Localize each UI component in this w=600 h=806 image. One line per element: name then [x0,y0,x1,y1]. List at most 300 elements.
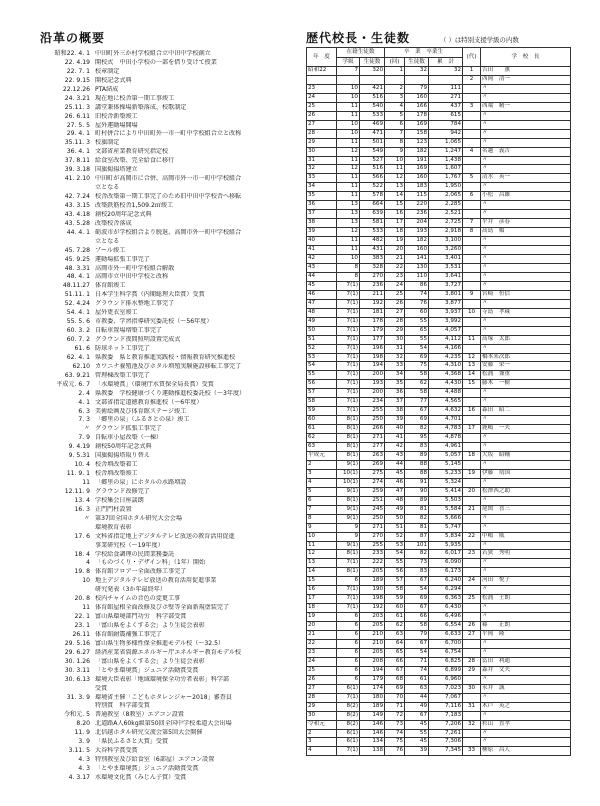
cell-students: 431 [360,246,385,255]
history-date: 29. 4. 1 [66,130,90,138]
history-text: 「とやま環境賞」ジュニア活動賞受賞 [95,765,199,772]
cell-graduates: 54 [405,586,429,595]
cell-principal: 〃 [481,344,571,353]
cell-graduates: 166 [405,102,429,111]
cell-year: 45 [307,281,337,290]
cell-classes: 11 [337,102,360,111]
history-text: 美術絵画及び体育館ステージ竣工 [95,407,187,415]
history-text: 国旗掲揚塔建立 [95,166,138,174]
cell-generation [463,317,481,326]
history-date: 42. 7.24 [64,193,90,200]
history-row [40,175,298,184]
cell-year: 4 [307,747,337,756]
history-text: 給食室改築、完全給食に移行 [95,157,175,165]
cell-students: 181 [360,308,385,317]
history-text: 体育館屋根全面改修及びホ壁等全面新規塗装完了 [95,604,230,612]
cell-term: 44 [385,460,405,469]
cell-year: 25 [307,666,337,675]
history-text: 高岡市外一町中学校組合解散 [95,264,175,272]
cell-term: 51 [385,523,405,532]
cell-principal: 柳原 昌人 [481,747,571,756]
header-graduates: 生徒数 [405,57,429,67]
cell-cumulative: 4,368 [429,371,463,380]
history-row [40,193,298,202]
cell-students: 180 [360,693,385,702]
history-row [40,229,298,238]
cell-cumulative: 4,961 [429,443,463,452]
history-text: 運動場拡張工事完了 [95,255,150,263]
cell-cumulative: 6,825 [429,657,463,666]
table-row [307,604,571,613]
cell-classes: 7(1) [337,290,360,299]
cell-graduates: 63 [405,684,429,693]
history-text: 国旗掲揚塔取り替え [95,452,150,460]
cell-principal: 〃 [481,693,571,702]
cell-classes: 11 [337,156,360,165]
history-row [40,506,298,515]
cell-cumulative: 4,235 [429,353,463,362]
table-row [307,210,571,219]
cell-cumulative: 3,801 [429,290,463,299]
cell-generation [463,156,481,165]
history-text: 屋外更衣室竣工 [95,309,138,317]
cell-graduates: 54 [405,344,429,353]
cell-graduates: 67 [405,577,429,586]
cell-classes: 7(1) [337,281,360,290]
cell-principal: 平岡 隆 [481,631,571,640]
cell-generation [463,237,481,246]
cell-graduates: 49 [405,702,429,711]
cell-principal: 〃 [481,568,571,577]
history-date: 39. 3.18 [64,166,90,174]
cell-cumulative: 3,401 [429,255,463,264]
cell-generation: 11 [463,335,481,344]
table-row [307,67,571,76]
cell-cumulative: 4,488 [429,389,463,398]
cell-graduates: 87 [405,532,429,541]
cell-cumulative: 7,023 [429,684,463,693]
cell-term: 29 [385,326,405,335]
cell-cumulative: 1,767 [429,174,463,183]
cell-year: 30 [307,711,337,720]
cell-classes: 11 [337,111,360,120]
table-row [307,407,571,416]
cell-classes: 9(1) [337,514,360,523]
cell-principal: 伊藤 靖国 [481,469,571,478]
cell-classes: 11 [337,246,360,255]
history-date: 25.11. 3 [64,103,90,111]
cell-classes: 11 [337,138,360,147]
history-date: 11. 9. 1 [66,470,90,478]
cell-year: 42 [307,255,337,264]
history-date: 4 [86,559,90,567]
cell-principal: 松浦 兼重 [481,371,571,380]
cell-year: 35 [307,192,337,201]
table-row [307,183,571,192]
cell-students: 516 [360,165,385,174]
cell-generation [463,299,481,308]
cell-cumulative: 2,065 [429,192,463,201]
cell-cumulative: 271 [429,93,463,102]
cell-principal: 寺島 孝蔵 [481,308,571,317]
table-row [307,138,571,147]
history-date: 11 [82,604,90,612]
cell-term: 36 [385,389,405,398]
cell-year: 27 [307,684,337,693]
cell-classes: 6(1) [337,729,360,738]
history-row [40,50,298,59]
cell-graduates: 55 [405,335,429,344]
cell-term: 41 [385,434,405,443]
cell-principal: 〃 [481,496,571,505]
history-text: グラウンド改修完了 [95,487,150,495]
history-row [40,202,298,211]
cell-year: 37 [307,210,337,219]
principals-table-body [307,67,571,756]
table-row [307,568,571,577]
table-row [307,272,571,281]
cell-cumulative: 6,754 [429,648,463,657]
cell-cumulative: 6,363 [429,595,463,604]
cell-classes: 13 [337,210,360,219]
history-text: 北信越ホタル研究交流会第5回大会開催 [95,729,203,737]
history-date: 60. 3. 2 [66,327,90,335]
history-date: 51.11. 1 [64,291,90,299]
cell-term: 75 [385,738,405,747]
history-row [40,122,298,131]
cell-cumulative: 7,067 [429,693,463,702]
cell-year: 32 [307,165,337,174]
cell-graduates [405,75,429,84]
cell-generation [463,443,481,452]
cell-term: 33 [385,362,405,371]
history-text: 県教委 学校健康づくり運動推進校委託校（～3年度） [95,389,246,397]
cell-students: 245 [360,505,385,514]
cell-principal: 森田 昭二 [481,407,571,416]
history-date: 29. 5.16 [64,639,90,647]
cell-cumulative: 5,666 [429,514,463,523]
cell-graduates: 79 [405,631,429,640]
cell-principal: 吉田 薫 [481,67,571,76]
header-generation: (代) [463,48,481,67]
history-text: 文科省指定地上デジタルテレビ放送の教育活用促進 [95,532,235,540]
history-text: 文部省指定道徳教育推進校（～6年度） [95,398,203,406]
history-row [40,220,298,229]
cell-generation [463,738,481,747]
cell-graduates: 60 [405,308,429,317]
cell-cumulative: 5,324 [429,478,463,487]
table-row [307,541,571,550]
cell-cumulative: 5,747 [429,523,463,532]
cell-graduates: 71 [405,657,429,666]
cell-classes: 8 [337,263,360,272]
cell-cumulative: 5,584 [429,505,463,514]
cell-students: 421 [360,84,385,93]
history-date: 43. 4.18 [64,210,90,218]
cell-term: 46 [385,478,405,487]
cell-generation [463,416,481,425]
cell-year: 43 [307,263,337,272]
cell-graduates: 73 [405,559,429,568]
history-date: 55. 5. 6 [66,318,90,326]
cell-year: 34 [307,183,337,192]
history-date: 11. 9 [74,729,90,737]
history-row [40,148,298,157]
history-text: 受賞 [95,684,108,692]
history-row [40,676,298,685]
cell-graduates: 65 [405,326,429,335]
cell-students: 233 [360,550,385,559]
history-text: 自転車小屋改築（一棟） [95,434,163,442]
cell-students: 469 [360,120,385,129]
history-row [40,130,298,139]
cell-graduates: 67 [405,604,429,613]
cell-generation [463,111,481,120]
history-title: 沿革の概要 [40,31,106,45]
history-date [40,184,95,193]
cell-principal: 〃 [481,541,571,550]
cell-classes: 9(1) [337,487,360,496]
cell-students: 259 [360,487,385,496]
cell-students: 189 [360,702,385,711]
cell-year: 23 [307,648,337,657]
cell-generation [463,263,481,272]
history-text: 中田町外三か村学校組合立中田中学校創立 [95,50,211,57]
cell-year: 6 [307,496,337,505]
cell-term: 7 [385,129,405,138]
cell-term: 68 [385,675,405,684]
cell-generation [463,648,481,657]
cell-generation: 3 [463,102,481,111]
principals-title-line [306,30,570,46]
cell-classes: 6 [337,675,360,684]
table-row [307,398,571,407]
cell-generation: 10 [463,308,481,317]
history-row [40,68,298,77]
history-date: 24. 3.21 [64,94,90,102]
cell-term: 26 [385,299,405,308]
cell-principal: 清水 英一 [481,174,571,183]
history-row [40,649,298,658]
history-text: 講堂兼体操場新築落成、校歌制定 [95,103,187,111]
history-row [40,416,298,425]
cell-students: 501 [360,138,385,147]
history-text: 「ものづくり・デザイン科」（1年）開始 [95,559,206,567]
cell-year: 9 [307,523,337,532]
history-row [40,77,298,86]
history-row [40,363,298,372]
cell-cumulative: 3,727 [429,281,463,290]
table-header-row-1 [307,48,571,58]
history-list [40,50,298,783]
cell-students: 174 [360,684,385,693]
cell-generation: 31 [463,702,481,711]
cell-students: 134 [360,738,385,747]
history-text: 県教委 県と教育推進実践校・情報教育研究推進校 [95,353,236,361]
cell-cumulative: 2,285 [429,201,463,210]
table-row [307,711,571,720]
history-date: 11 [82,479,90,486]
cell-graduates: 220 [405,201,429,210]
history-date: 昭和22. 4. 1 [54,50,90,57]
history-row [40,59,298,68]
cell-cumulative: 5,414 [429,487,463,496]
cell-students: 533 [360,228,385,237]
cell-principal: 宮崎 恒信 [481,290,571,299]
cell-generation: 25 [463,595,481,604]
cell-classes: 7 [337,67,360,76]
history-text: 大谷科学賞受賞 [95,747,138,755]
history-row [40,738,298,747]
cell-classes: 6 [337,577,360,586]
history-text: 中田町が高岡市に合併、高岡市外一市一町中学校組合 [95,175,242,183]
history-date: 12.11. 9 [64,487,90,495]
history-text: 屋外運動場開場 [95,121,138,129]
cell-graduates: 158 [405,129,429,138]
cell-generation [463,210,481,219]
history-date [40,685,95,694]
cell-year: 46 [307,290,337,299]
cell-year: 39 [307,228,337,237]
cell-graduates: 183 [405,183,429,192]
table-row [307,129,571,138]
cell-principal: 西端 精一 [481,102,571,111]
cell-graduates: 44 [405,693,429,702]
history-row [40,631,298,640]
cell-classes: 12 [337,165,360,174]
principals-section [306,30,570,756]
cell-students: 205 [360,622,385,631]
cell-graduates: 191 [405,156,429,165]
history-date: 6. 3 [78,407,90,415]
cell-graduates: 67 [405,407,429,416]
cell-generation [463,389,481,398]
cell-classes: 7(1) [337,335,360,344]
cell-generation: 26 [463,622,481,631]
cell-year: 令和元 [307,720,337,729]
history-row [40,309,298,318]
cell-generation: 32 [463,720,481,729]
cell-students: 522 [360,183,385,192]
cell-students: 194 [360,666,385,675]
cell-generation [463,514,481,523]
history-date [40,542,95,551]
cell-cumulative: 5,834 [429,532,463,541]
cell-cumulative: 4,430 [429,380,463,389]
cell-term: 19 [385,237,405,246]
cell-principal: 〃 [481,317,571,326]
cell-cumulative: 7,306 [429,738,463,747]
cell-classes: 8 [337,272,360,281]
cell-year: 60 [307,416,337,425]
cell-generation: 30 [463,684,481,693]
cell-students: 146 [360,720,385,729]
cell-students: 275 [360,469,385,478]
table-row [307,219,571,228]
table-row [307,702,571,711]
cell-term: 47 [385,487,405,496]
cell-term: 48 [385,496,405,505]
cell-cumulative: 1,950 [429,183,463,192]
cell-classes: 12 [337,228,360,237]
cell-principal: 〃 [481,640,571,649]
table-row [307,120,571,129]
cell-term: 22 [385,263,405,272]
cell-cumulative: 942 [429,129,463,138]
history-text: 「県民ふるさと大賞」受賞 [95,738,169,746]
cell-year [307,75,337,84]
cell-term: 37 [385,398,405,407]
cell-principal: 〃 [481,416,571,425]
cell-students: 250 [360,416,385,425]
history-row [40,595,298,604]
cell-graduates: 76 [405,299,429,308]
cell-year: 57 [307,389,337,398]
history-row [40,282,298,291]
cell-term: 74 [385,729,405,738]
history-date: 19. 8 [74,568,90,576]
history-row [40,533,298,542]
cell-generation [463,129,481,138]
cell-year: 49 [307,317,337,326]
table-row [307,308,571,317]
cell-students: 205 [360,648,385,657]
cell-principal: 永井 誠 [481,684,571,693]
header-cumulative: 累 計 [429,57,463,67]
cell-classes: 9(1) [337,505,360,514]
cell-year: 53 [307,353,337,362]
cell-term: 18 [385,228,405,237]
table-row [307,478,571,487]
cell-classes: 10 [337,120,360,129]
history-text: 普通教室（8教室）エアコン設置 [95,711,184,719]
cell-principal: 〃 [481,460,571,469]
history-text: 校舎増改築着工 [95,461,138,469]
history-row [40,95,298,104]
cell-students: 277 [360,443,385,452]
cell-principal: 藤木 一樹 [481,380,571,389]
table-row [307,362,571,371]
history-text: 富山県生物多様性保全推進モデル校（～32.5） [95,639,225,647]
history-text: 創校20周年記念式典 [95,210,152,218]
history-row [40,434,298,443]
history-text: 日本学生科学賞（内閣総理大臣賞）受賞 [95,291,205,299]
cell-graduates: 115 [405,192,429,201]
cell-year: 4 [307,478,337,487]
cell-cumulative: 5,145 [429,460,463,469]
cell-students: 179 [360,675,385,684]
table-row [307,675,571,684]
table-row [307,75,571,84]
cell-students: 255 [360,407,385,416]
cell-year: 7 [307,505,337,514]
cell-generation [463,246,481,255]
cell-term: 76 [385,747,405,756]
cell-classes: 6 [337,631,360,640]
cell-cumulative: 6,899 [429,666,463,675]
cell-cumulative: 1,438 [429,156,463,165]
cell-year: 2 [307,729,337,738]
cell-term: 55 [385,559,405,568]
history-text: 体育館竣工 [95,282,126,290]
history-row [40,604,298,613]
history-row [40,318,298,327]
table-row [307,201,571,210]
cell-students: 234 [360,398,385,407]
history-text: 改築校舎落成 [95,219,132,227]
cell-classes: 6 [337,657,360,666]
history-row [40,622,298,631]
